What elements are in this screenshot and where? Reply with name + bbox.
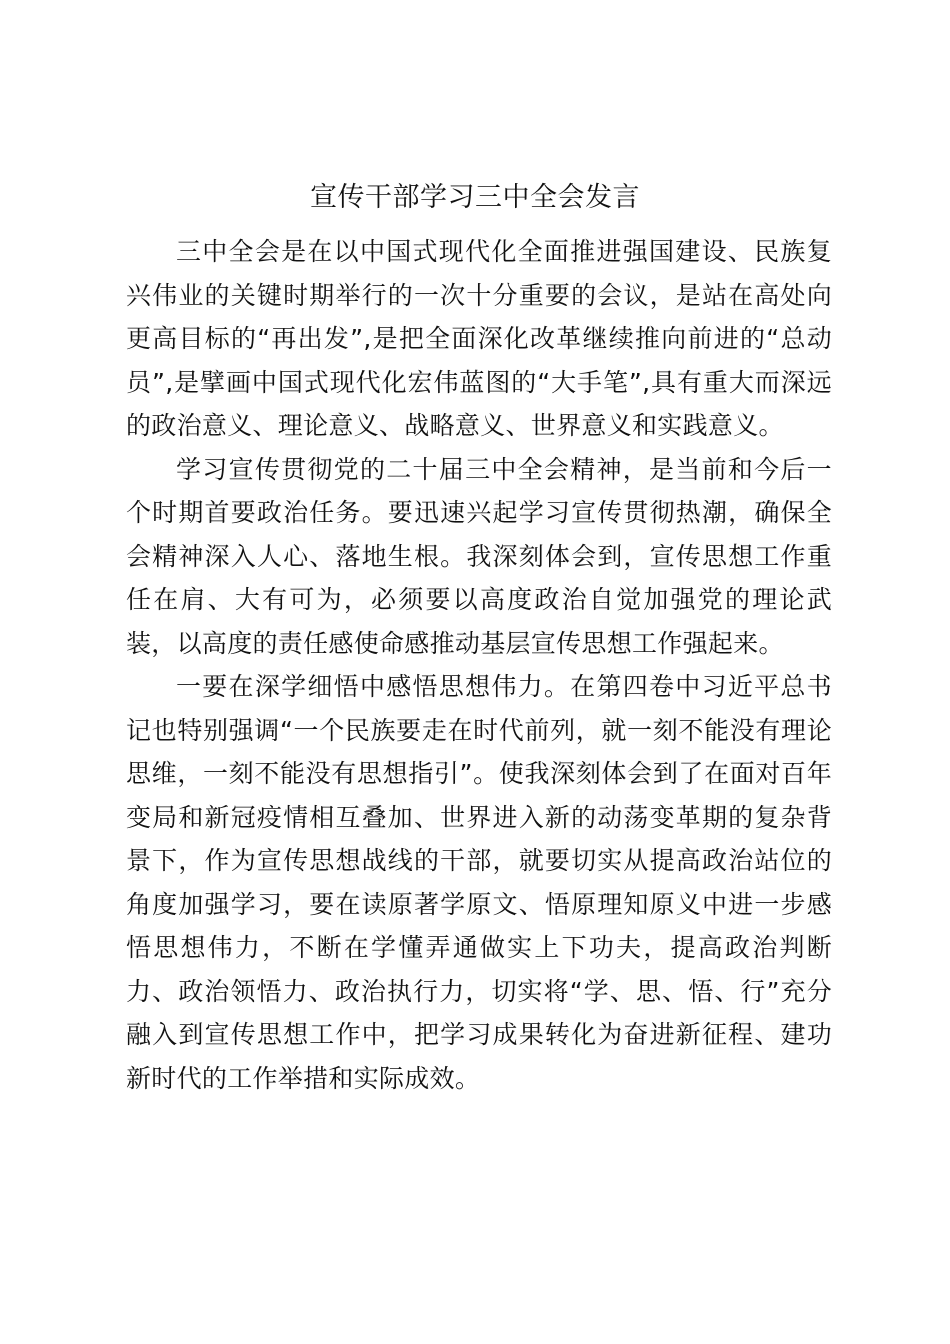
document-body bbox=[126, 230, 832, 1100]
paragraph-2: 学习宣传贯彻党的二十届三中全会精神，是当前和今后一个时期首要政治任务。要迅速兴起学习宣传贯彻热潮，确保全会精神深入人心、落地生根。我深刻体会到，宣传思想工作重任在肩、大有可为，必须要以高度政治自觉加强党的理论武装，以高度的责任感使命感推动基层宣传思想工作强起来。 bbox=[126, 454, 832, 658]
document-title: 宣传干部学习三中全会发言 bbox=[310, 182, 640, 213]
paragraph-1: 三中全会是在以中国式现代化全面推进强国建设、民族复兴伟业的关键时期举行的一次十分重要的会议，是站在高处向更高目标的“再出发”,是把全面深化改革继续推向前进的“总动员”,是擘画中国式现代化宏伟蓝图的“大手笔”,具有重大而深远的政治意义、理论意义、战略意义、世界意义和实践意义。 bbox=[126, 237, 832, 440]
paragraph-3: 一要在深学细悟中感悟思想伟力。在第四卷中习近平总书记也特别强调“一个民族要走在时代前列，就一刻不能没有理论思维，一刻不能没有思想指引”。使我深刻体会到了在面对百年变局和新冠疫情相互叠加、世界进入新的动荡变革期的复杂背景下，作为宣传思想战线的干部，就要切实从提高政治站位的角度加强学习，要在读原著学原文、悟原理知原义中进一步感悟思想伟力，不断在学懂弄通做实上下功夫，提高政治判断力、政治领悟力、政治执行力，切实将“学、思、悟、行”充分融入到宣传思想工作中，把学习成果转化为奋进新征程、建功新时代的工作举措和实际成效。 bbox=[126, 672, 832, 1093]
